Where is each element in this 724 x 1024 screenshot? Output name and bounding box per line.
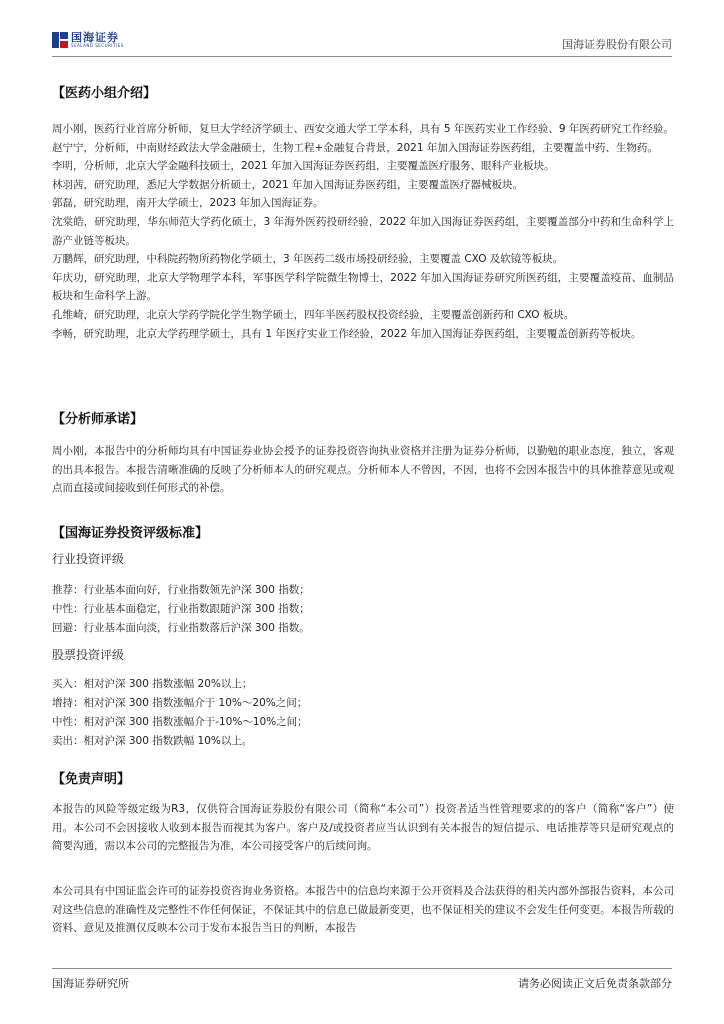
stock-rating-item: 增持：相对沪深 300 指数涨幅介于 10%～20%之间； — [52, 697, 308, 709]
footer-notice: 请务必阅读正文后免责条款部分 — [518, 977, 672, 990]
industry-rating-item: 回避：行业基本面向淡，行业指数落后沪深 300 指数。 — [52, 622, 310, 634]
team-member: 林羽茜，研究助理，悉尼大学数据分析硕士，2021 年加入国海证券医药组，主要覆盖医疗器械板块。 — [52, 178, 524, 191]
disclaimer-section-title: 【免责声明】 — [52, 772, 131, 787]
disclaimer-text: 本报告的风险等级定级为R3，仅供符合国海证券股份有限公司（简称“本公司”）投资者适当性管理要求的的客户（简称“客户”）使用。本公司不会因接收人收到本报告而视其为客户。客户及/或投资者应当认识到有关本报告的短信提示、电话推荐等只是研究观点的简要沟通，需以本公司的完整报告为准，本公司接受客户的后续问询。 — [52, 803, 674, 853]
logo-mark-icon — [52, 32, 68, 48]
header-company-name: 国海证券股份有限公司 — [562, 38, 672, 51]
stock-rating-item: 买入：相对沪深 300 指数涨幅 20%以上； — [52, 678, 253, 690]
logo-chinese-name: 国海证券 — [71, 31, 119, 44]
page-header — [52, 28, 672, 57]
stock-rating-item: 卖出：相对沪深 300 指数跌幅 10%以上。 — [52, 735, 253, 747]
team-member-list — [52, 120, 674, 343]
disclaimer-text: 本公司具有中国证监会许可的证券投资咨询业务资格。本报告中的信息均来源于公开资料及合法获得的相关内部外部报告资料，本公司对这些信息的准确性及完整性不作任何保证，不保证其中的信息已做最新变更，也不保证相关的建议不会发生任何变更。本报告所载的资料、意见及推测仅反映本公司于发布本报告当日的判断，本报告 — [52, 885, 674, 935]
team-section-title: 【医药小组介绍】 — [52, 86, 157, 101]
team-member: 孔维崎，研究助理，北京大学药学院化学生物学硕士，四年半医药股权投资经验，主要覆盖创新药和 CXO 板块。 — [52, 308, 575, 321]
stock-rating-item: 中性：相对沪深 300 指数涨幅介于-10%～10%之间； — [52, 716, 308, 728]
team-member: 赵宁宁，分析师，中南财经政法大学金融硕士，生物工程+金融复合背景，2021 年加入国海证券医药组，主要覆盖中药、生物药。 — [52, 141, 658, 154]
industry-rating-item: 推荐：行业基本面向好，行业指数领先沪深 300 指数； — [52, 584, 310, 596]
pledge-paragraph: 周小刚，本报告中的分析师均具有中国证券业协会授予的证券投资咨询执业资格并注册为证券分析师，以勤勉的职业态度，独立，客观的出具本报告。本报告清晰准确的反映了分析师本人的研究观点。分析师本人不曾因，不因，也将不会因本报告中的具体推荐意见或观点而直接或间接收到任何形式的补偿。 — [52, 445, 674, 495]
footer-institute: 国海证券研究所 — [52, 977, 129, 990]
logo-english-name: SEALAND SECURITIES — [71, 43, 124, 48]
team-member: 郭磊，研究助理，南开大学硕士，2023 年加入国海证券。 — [52, 197, 324, 210]
team-member: 李明，分析师，北京大学金融科技硕士，2021 年加入国海证券医药组，主要覆盖医疗服务、眼科产业板块。 — [52, 160, 555, 173]
industry-rating-heading: 行业投资评级 — [52, 552, 125, 566]
team-member: 年庆功，研究助理，北京大学物理学本科，军事医学科学院微生物博士，2022 年加入国海证券研究所医药组，主要覆盖疫苗、血制品板块和生命科学上游。 — [52, 271, 674, 303]
pledge-section-title: 【分析师承诺】 — [52, 412, 144, 427]
pledge-text — [52, 442, 674, 498]
rating-section-title: 【国海证券投资评级标准】 — [52, 526, 209, 541]
disclaimer-paragraph-2 — [52, 882, 674, 938]
page-footer — [52, 968, 672, 990]
disclaimer-paragraph-1 — [52, 800, 674, 856]
team-member: 万鹏辉，研究助理，中科院药物所药物化学硕士，3 年医药二级市场投研经验，主要覆盖 CXO 及软镜等板块。 — [52, 253, 564, 266]
stock-rating-heading: 股票投资评级 — [52, 648, 125, 662]
industry-rating-item: 中性：行业基本面稳定，行业指数跟随沪深 300 指数； — [52, 603, 310, 615]
team-member: 李畅，研究助理，北京大学药理学硕士，具有 1 年医疗实业工作经验，2022 年加入国海证券医药组，主要覆盖创新药等板块。 — [52, 327, 642, 340]
team-member: 沈棠皓，研究助理，华东师范大学药化硕士，3 年海外医药投研经验，2022 年加入国海证券医药组，主要覆盖部分中药和生命科学上游产业链等板块。 — [52, 215, 674, 247]
company-logo — [52, 32, 124, 48]
team-member: 周小刚，医药行业首席分析师，复旦大学经济学硕士、西安交通大学工学本科，具有 5 年医药实业工作经验、9 年医药研究工作经验。 — [52, 123, 674, 135]
